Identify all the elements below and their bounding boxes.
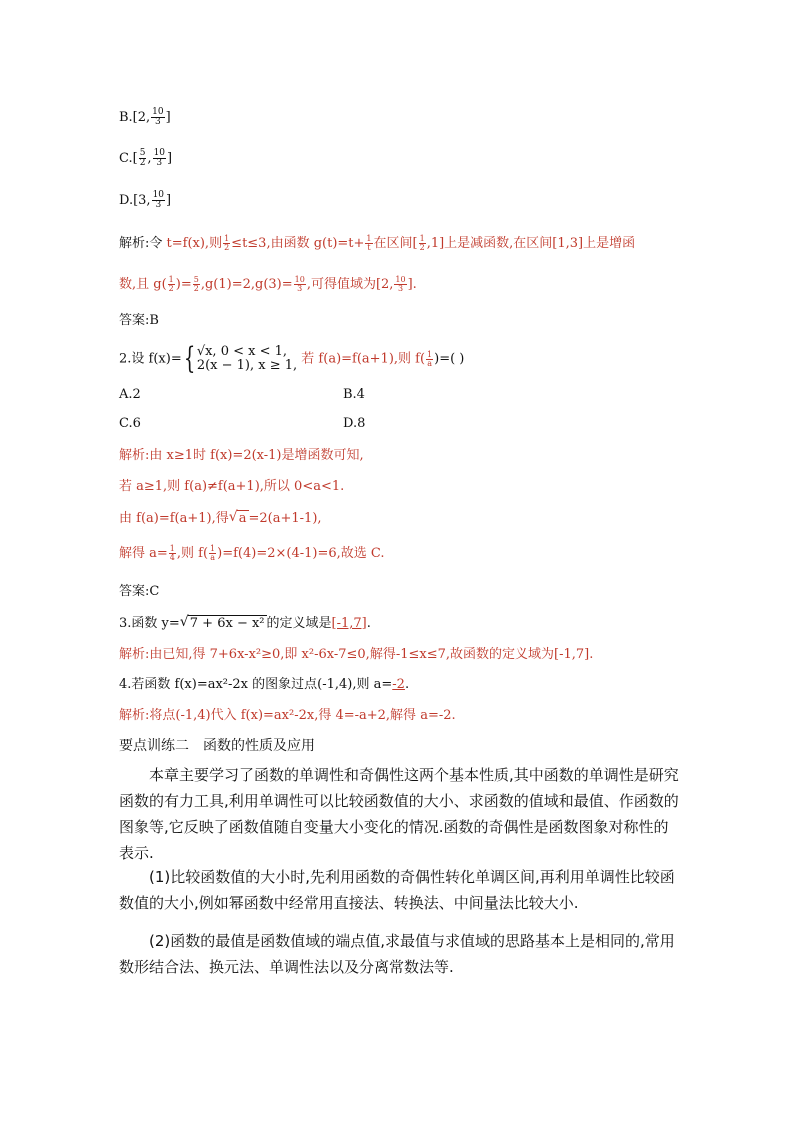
fraction [169, 545, 176, 562]
fraction [294, 276, 306, 293]
analysis-text: 数,且 g( [119, 277, 167, 292]
fraction [209, 545, 216, 562]
fraction [365, 235, 372, 252]
section-title: 要点训练二 函数的性质及应用 [119, 738, 315, 754]
analysis-text: ]. [407, 277, 417, 292]
option-c-fraction-2 [153, 149, 166, 168]
question-end: . [366, 616, 371, 631]
frac-num: 10 [294, 275, 305, 284]
frac-num: 1 [366, 234, 372, 243]
question-text: 的定义域是 [266, 616, 332, 631]
frac-den: t [367, 243, 371, 252]
analysis-text: 由 f(a)=f(a+1),得 [119, 511, 229, 526]
option-b-fraction [151, 108, 164, 127]
frac-den: a [210, 553, 215, 562]
fill-answer: [-1,7] [331, 616, 367, 631]
analysis-label: 解析:令 [119, 236, 163, 251]
frac-den: 2 [168, 284, 174, 293]
option-b-suffix: ] [165, 110, 171, 125]
option-b [119, 108, 171, 128]
sqrt-symbol [229, 509, 249, 529]
frac-num: 1 [169, 544, 175, 553]
analysis-text: )=f(4)=2×(4-1)=6,故选 C. [217, 546, 385, 561]
frac-den: 3 [155, 117, 161, 127]
case-2: 2(x − 1), x ≥ 1, [196, 358, 298, 373]
q2-analysis-line4 [119, 544, 385, 564]
frac-num: 1 [224, 234, 230, 243]
q2-analysis-line2: 若 a≥1,则 f(a)≠f(a+1),所以 0<a<1. [119, 479, 345, 494]
analysis-text: ≤t≤3,由函数 g(t)=t+ [231, 236, 365, 251]
frac-den: 3 [397, 284, 404, 293]
option-c-fraction-1 [139, 149, 147, 168]
question-end: . [404, 677, 410, 692]
frac-num: 10 [152, 107, 164, 117]
option-c-suffix: ] [167, 151, 173, 166]
frac-num: 1 [419, 234, 425, 243]
option-b-prefix: B.[2, [119, 110, 151, 125]
fraction [223, 235, 230, 252]
fill-answer: -2 [392, 677, 405, 692]
brace-icon: { [183, 341, 195, 376]
analysis-text: t=f(x),则 [166, 236, 223, 251]
q1-answer: 答案:B [119, 313, 159, 328]
frac-num: 10 [153, 148, 166, 158]
fraction [419, 235, 426, 252]
analysis-text: ,1]上是减函数,在区间[1,3]上是增函 [426, 236, 636, 251]
analysis-text: ,则 f( [176, 546, 209, 561]
fraction [394, 276, 406, 293]
option-c-row [119, 414, 141, 434]
fraction [168, 276, 175, 293]
option-c-prefix: C.[ [119, 151, 138, 166]
paragraph-1: 本章主要学习了函数的单调性和奇偶性这两个基本性质,其中函数的单调性是研究函数的有力工具,利用单调性可以比较函数值的大小、求函数的值域和最值、作函数的图象等,它反映了函数值随自变量大小变化的情况.函数的奇偶性是函数图象对称性的表示. [119, 766, 679, 862]
option-c-sep: , [147, 151, 152, 166]
frac-num: 10 [152, 190, 165, 200]
frac-den: 4 [169, 553, 175, 562]
piecewise-cases [197, 345, 297, 373]
paragraph-3: (2)函数的最值是函数值域的端点值,求最值与求值域的思路基本上是相同的,常用数形结合法、换元法、单调性法以及分离常数法等. [119, 932, 675, 976]
option-d-suffix: ] [166, 193, 172, 208]
question-prefix: 3.函数 y= [119, 616, 180, 631]
analysis-text: 在区间[ [373, 236, 418, 251]
option-b-row [343, 385, 365, 405]
radicand: a [238, 511, 247, 526]
sqrt-symbol [180, 614, 267, 634]
option-d-q2: D.8 [343, 416, 366, 431]
case-1: √x, 0 < x < 1, [196, 344, 288, 359]
option-d-prefix: D.[3, [119, 193, 151, 208]
analysis-text: )= [175, 277, 192, 292]
frac-den: 3 [156, 158, 163, 168]
frac-num: 1 [210, 544, 216, 553]
frac-den: 2 [224, 243, 230, 252]
option-a-row [119, 385, 141, 405]
option-d [119, 191, 171, 211]
frac-num: 5 [139, 148, 146, 158]
option-b-q2: B.4 [343, 387, 365, 402]
frac-den: 3 [297, 284, 303, 293]
frac-den: 2 [139, 158, 146, 168]
question-end: )=( ) [434, 351, 465, 367]
q3-analysis: 解析:由已知,得 7+6x-x²≥0,即 x²-6x-7≤0,解得-1≤x≤7,故函数的定义域为[-1,7]. [119, 647, 594, 662]
option-c [119, 149, 172, 169]
question-mid: 若 f(a)=f(a+1),则 f( [301, 351, 426, 367]
q1-analysis-line2 [119, 275, 417, 295]
question-prefix: 2.设 f(x)= [119, 351, 182, 367]
frac-num: 1 [168, 275, 174, 284]
option-d-fraction [152, 191, 165, 210]
q1-analysis-line1 [119, 234, 635, 254]
frac-num: 5 [193, 275, 199, 284]
radicand: 7 + 6x − x² [189, 616, 265, 631]
frac-den: a [427, 358, 432, 368]
question-2 [119, 341, 465, 376]
q4-analysis: 解析:将点(-1,4)代入 f(x)=ax²-2x,得 4=-a+2,解得 a=-2. [119, 708, 456, 723]
option-d-row [343, 414, 365, 434]
frac-den: 2 [419, 243, 425, 252]
analysis-text: ,可得值域为[2, [306, 277, 394, 292]
frac-num: 1 [427, 349, 433, 359]
q2-answer: 答案:C [119, 584, 160, 599]
frac-num: 10 [395, 275, 406, 284]
option-a: A.2 [119, 387, 141, 402]
question-3 [119, 614, 371, 634]
analysis-text: ,g(1)=2,g(3)= [200, 277, 293, 292]
question-4 [119, 675, 409, 695]
analysis-text: 解得 a= [119, 546, 168, 561]
q2-analysis-line3 [119, 509, 322, 529]
fraction [426, 351, 433, 368]
paragraph-2: (1)比较函数值的大小时,先利用函数的奇偶性转化单调区间,再利用单调性比较函数值的大小,例如幂函数中经常用直接法、转换法、中间量法比较大小. [119, 868, 675, 912]
option-c-q2: C.6 [119, 416, 141, 431]
fraction [193, 276, 200, 293]
frac-den: 2 [193, 284, 199, 293]
frac-den: 3 [155, 200, 162, 210]
analysis-text: =2(a+1-1), [248, 511, 322, 526]
question-text: 4.若函数 f(x)=ax²-2x 的图象过点(-1,4),则 a= [119, 677, 393, 692]
q2-analysis-line1: 解析:由 x≥1时 f(x)=2(x-1)是增函数可知, [119, 448, 364, 463]
